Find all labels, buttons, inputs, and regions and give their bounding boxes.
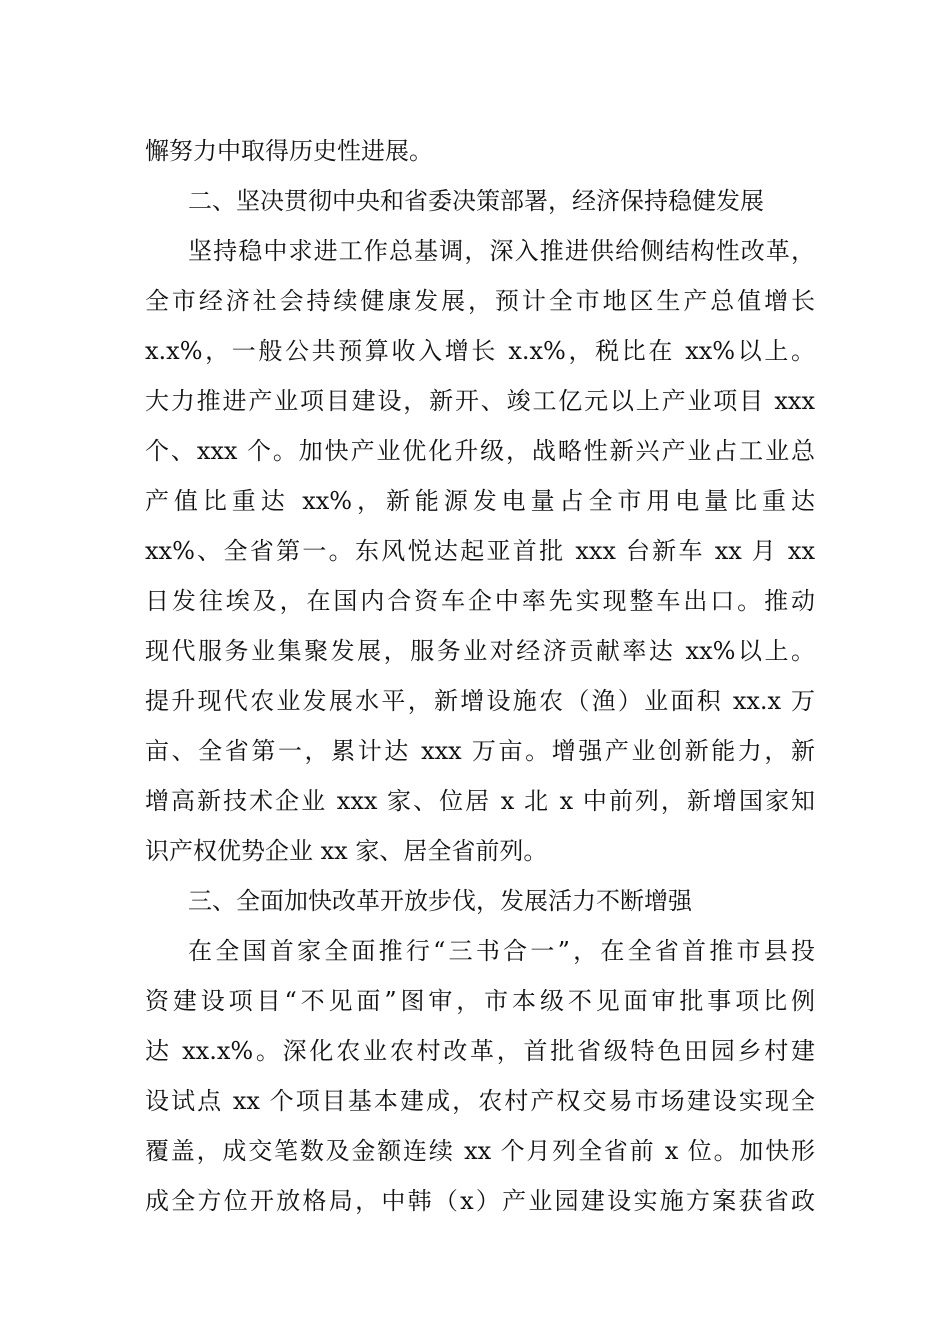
text-line: 识产权优势企业 xx 家、居全省前列。 (145, 837, 548, 865)
text-line: 增高新技术企业 xxx 家、位居 x 北 x 中前列，新增国家知 (145, 787, 815, 815)
section-heading-3: 三、全面加快改革开放步伐，发展活力不断增强 (188, 887, 692, 915)
text-line: 在全国首家全面推行“三书合一”，在全省首推市县投 (188, 937, 815, 965)
text-line: x.x%，一般公共预算收入增长 x.x%，税比在 xx%以上。 (145, 337, 815, 365)
text-line: 亩、全省第一，累计达 xxx 万亩。增强产业创新能力，新 (145, 737, 815, 765)
text-line: 现代服务业集聚发展，服务业对经济贡献率达 xx%以上。 (145, 637, 815, 665)
text-line: 覆盖，成交笔数及金额连续 xx 个月列全省前 x 位。加快形 (145, 1137, 815, 1165)
text-line: 设试点 xx 个项目基本建成，农村产权交易市场建设实现全 (145, 1087, 815, 1115)
text-line: 大力推进产业项目建设，新开、竣工亿元以上产业项目 xxx (145, 387, 815, 415)
text-line: 成全方位开放格局，中韩（x）产业园建设实施方案获省政 (145, 1187, 815, 1215)
text-line: 个、xxx 个。加快产业优化升级，战略性新兴产业占工业总 (145, 437, 815, 465)
text-line: 日发往埃及，在国内合资车企中率先实现整车出口。推动 (145, 587, 815, 615)
section-heading-2: 二、坚决贯彻中央和省委决策部署，经济保持稳健发展 (188, 187, 764, 215)
text-line: 达 xx.x%。深化农业农村改革，首批省级特色田园乡村建 (145, 1037, 815, 1065)
text-line: 提升现代农业发展水平，新增设施农（渔）业面积 xx.x 万 (145, 687, 815, 715)
text-line: 懈努力中取得历史性进展。 (145, 137, 433, 165)
text-line: 全市经济社会持续健康发展，预计全市地区生产总值增长 (145, 287, 815, 315)
text-line: 坚持稳中求进工作总基调，深入推进供给侧结构性改革， (188, 237, 815, 265)
text-line: 产值比重达 xx%，新能源发电量占全市用电量比重达 (145, 487, 815, 515)
text-line: xx%、全省第一。东风悦达起亚首批 xxx 台新车 xx 月 xx (145, 537, 815, 565)
text-line: 资建设项目“不见面”图审，市本级不见面审批事项比例 (145, 987, 815, 1015)
